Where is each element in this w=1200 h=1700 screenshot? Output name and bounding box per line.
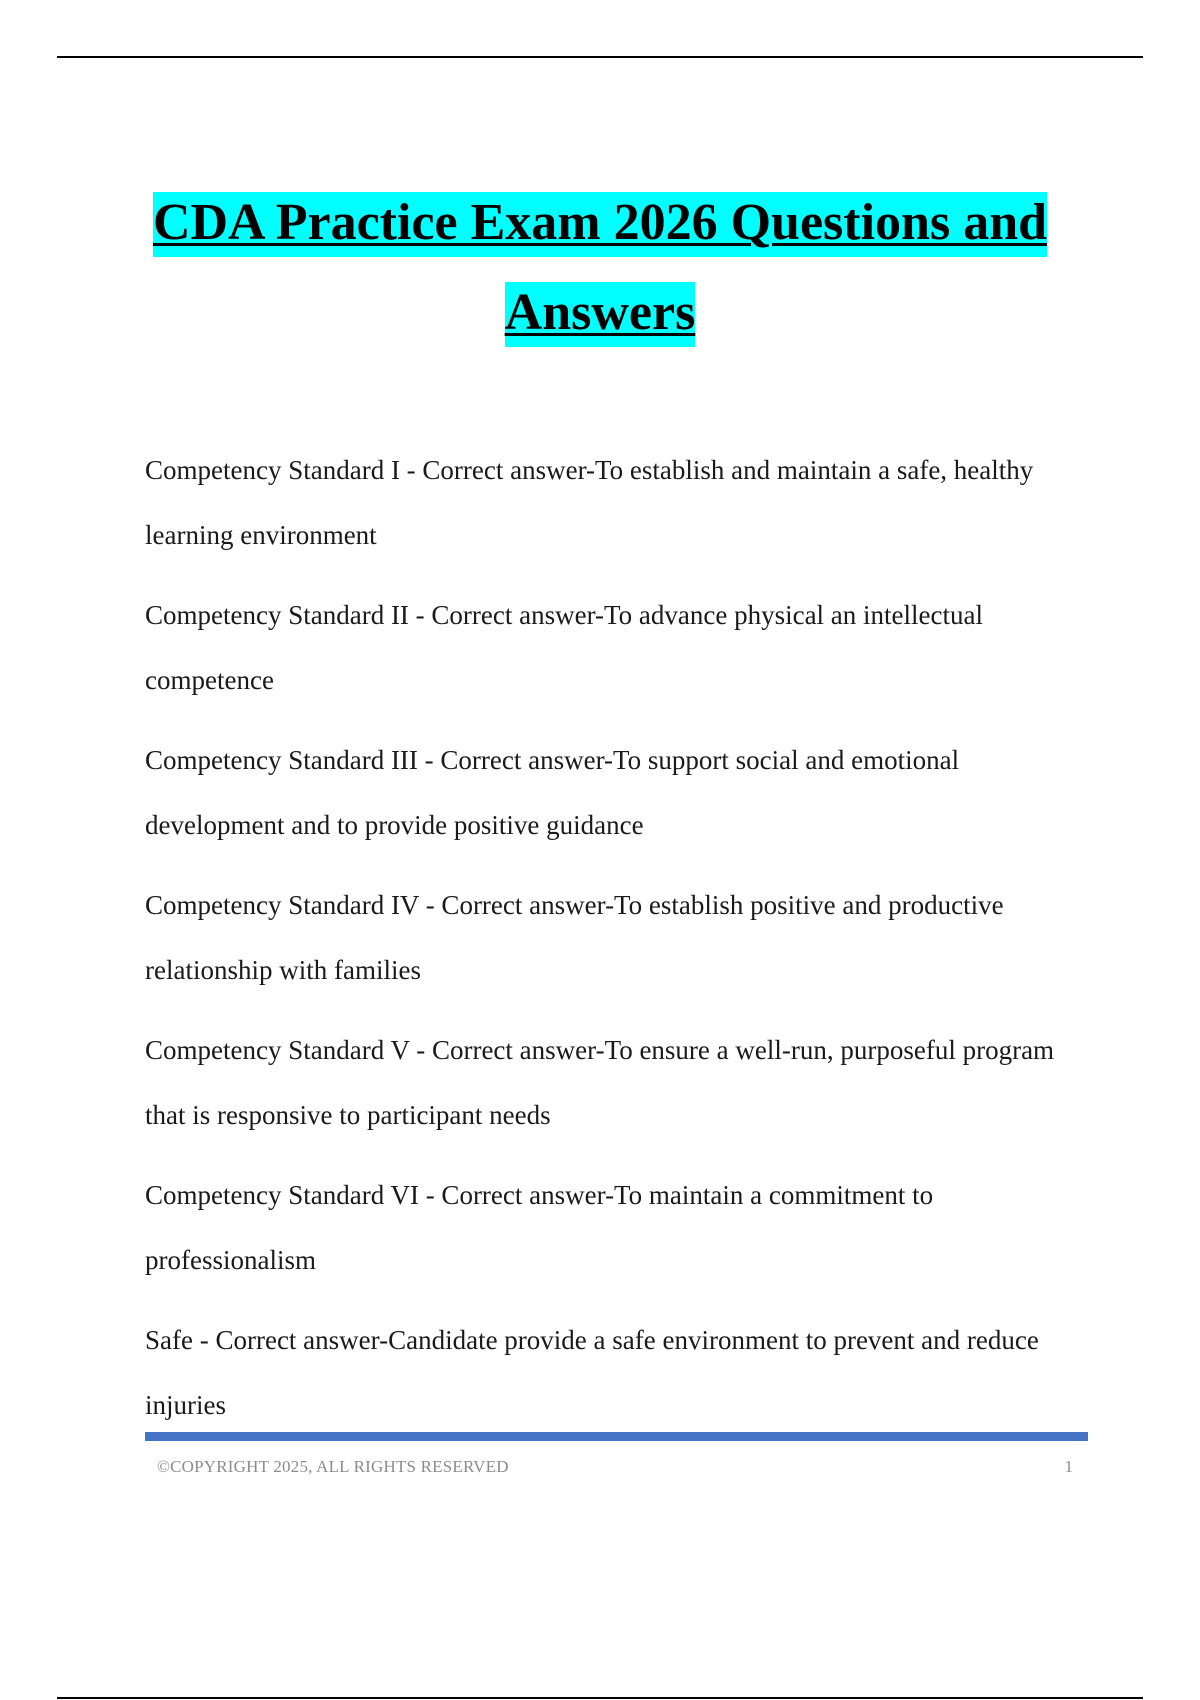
- top-rule: [57, 56, 1143, 58]
- title-line-2: [0, 268, 1200, 358]
- title-text-2: Answers: [505, 282, 696, 347]
- page-title: [0, 178, 1200, 358]
- qa-item: Competency Standard VI - Correct answer-To maintain a commitment to professionalism: [145, 1180, 934, 1275]
- qa-item: Competency Standard I - Correct answer-To establish and maintain a safe, healthy learning environment: [145, 455, 1034, 550]
- qa-list: [145, 438, 1080, 1453]
- qa-item: Safe - Correct answer-Candidate provide a safe environment to prevent and reduce injuries: [145, 1325, 1039, 1420]
- qa-item: Competency Standard V - Correct answer-To ensure a well-run, purposeful program that is responsive to participant needs: [145, 1035, 1055, 1130]
- title-text-1: CDA Practice Exam 2026 Questions and: [153, 192, 1047, 257]
- footer-bar: [145, 1432, 1088, 1441]
- qa-item: Competency Standard III - Correct answer-To support social and emotional development and to provide positive guidance: [145, 745, 960, 840]
- bottom-rule: [57, 1697, 1143, 1699]
- qa-item: Competency Standard IV - Correct answer-To establish positive and productive relationship with families: [145, 890, 1004, 985]
- title-line-1: [0, 178, 1200, 268]
- qa-item: Competency Standard II - Correct answer-To advance physical an intellectual competence: [145, 600, 983, 695]
- page-number: 1: [1064, 1457, 1073, 1476]
- footer-copyright: ©COPYRIGHT 2025, ALL RIGHTS RESERVED: [157, 1457, 509, 1476]
